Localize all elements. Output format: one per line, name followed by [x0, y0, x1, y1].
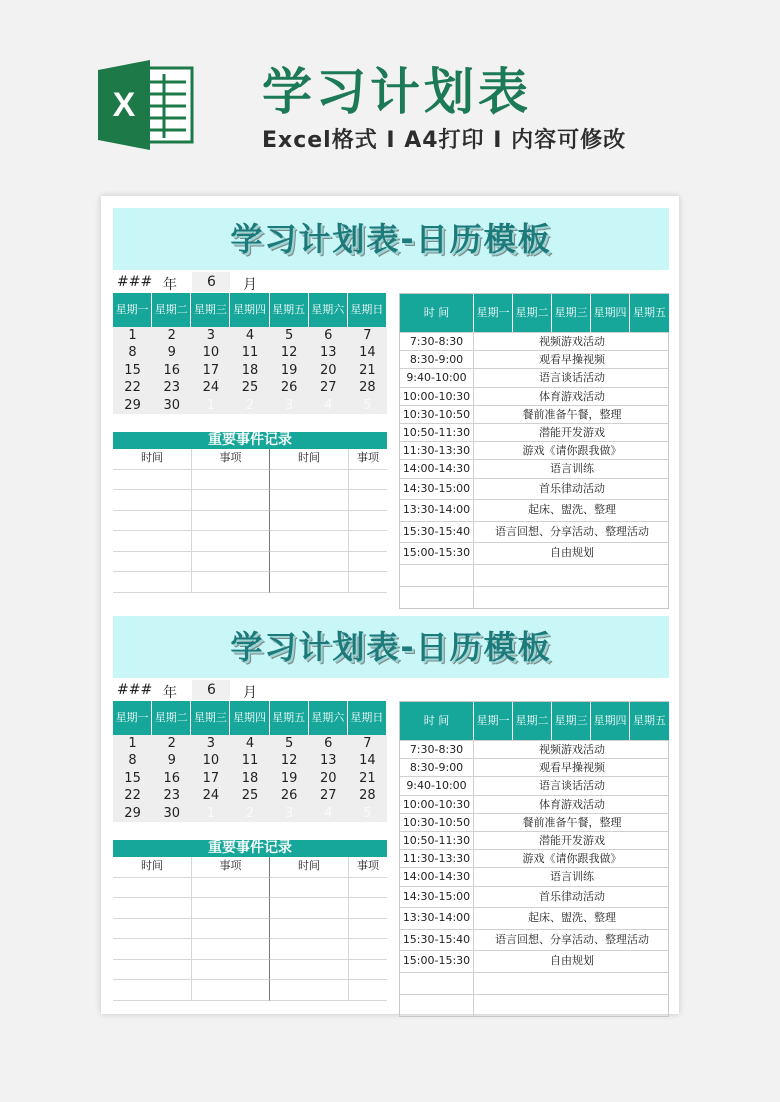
- schedule-row: [400, 849, 668, 867]
- calendar-day[interactable]: 14: [359, 345, 376, 361]
- calendar-day[interactable]: 3: [206, 328, 215, 343]
- schedule-header: [400, 702, 668, 740]
- weekday-header: 星期五: [270, 701, 309, 735]
- schedule-activity[interactable]: 观看早操视频: [539, 761, 605, 775]
- events-cell[interactable]: [270, 531, 349, 552]
- calendar-day[interactable]: 11: [241, 753, 259, 769]
- schedule-header-cell: 星期五: [630, 294, 670, 332]
- events-cell[interactable]: [192, 552, 270, 573]
- events-cell[interactable]: [270, 470, 349, 491]
- schedule-activity[interactable]: 语言训练: [550, 870, 594, 884]
- events-cell[interactable]: [349, 511, 387, 532]
- calendar-day[interactable]: 13: [320, 753, 337, 769]
- calendar-day[interactable]: 24: [202, 380, 220, 396]
- events-title: 重要事件记录: [113, 432, 387, 449]
- calendar-day[interactable]: 5: [284, 328, 294, 343]
- schedule-body: [400, 332, 668, 608]
- schedule-row: [400, 994, 668, 1016]
- events-header: 事项: [192, 449, 270, 470]
- events-cell[interactable]: [113, 572, 192, 593]
- calendar-day[interactable]: 5: [284, 736, 294, 751]
- calendar-day[interactable]: 30: [163, 397, 180, 413]
- events-cell[interactable]: [270, 939, 349, 960]
- schedule-header-cell: 星期一: [474, 702, 513, 740]
- events-cell[interactable]: [192, 572, 270, 593]
- calendar-week-row: [113, 752, 387, 769]
- schedule-time[interactable]: 10:30-10:50: [400, 814, 474, 831]
- calendar-day[interactable]: 7: [363, 736, 372, 751]
- month-label: 月: [243, 277, 257, 293]
- schedule-body: [400, 740, 668, 1016]
- schedule-activity[interactable]: 潜能开发游戏: [539, 425, 605, 439]
- weekday-header: 星期六: [309, 293, 348, 327]
- weekday-header: 星期二: [152, 701, 191, 735]
- events-cell[interactable]: [192, 490, 270, 511]
- calendar-day[interactable]: 25: [241, 788, 259, 804]
- events-header: 事项: [192, 857, 270, 878]
- calendar-day[interactable]: 27: [320, 788, 337, 804]
- year-label: 年: [163, 277, 177, 293]
- events-cell[interactable]: [270, 919, 349, 940]
- calendar-day[interactable]: 21: [359, 362, 376, 378]
- calendar-day[interactable]: 29: [124, 805, 141, 821]
- events-cell[interactable]: [113, 552, 192, 573]
- events-cell[interactable]: [349, 490, 387, 511]
- calendar-grid: [113, 293, 387, 414]
- schedule-row: [400, 813, 668, 831]
- weekday-header: 星期二: [152, 293, 191, 327]
- schedule-time[interactable]: 14:00-14:30: [400, 868, 474, 885]
- schedule-time[interactable]: 11:30-13:30: [400, 850, 474, 867]
- schedule-header-cell: 星期三: [552, 294, 591, 332]
- events-cell[interactable]: [270, 552, 349, 573]
- events-cell[interactable]: [113, 939, 192, 960]
- schedule-time[interactable]: 10:50-11:30: [400, 424, 474, 441]
- schedule-row: [400, 907, 668, 929]
- calendar-day[interactable]: 17: [202, 362, 220, 378]
- events-cell[interactable]: [349, 878, 387, 899]
- calendar-day[interactable]: 2: [167, 328, 176, 343]
- calendar-day[interactable]: 21: [359, 770, 376, 786]
- calendar-week-row: [113, 805, 387, 822]
- schedule-header-cell: 星期四: [591, 702, 630, 740]
- events-cell[interactable]: [113, 511, 192, 532]
- calendar-day[interactable]: 1: [128, 736, 137, 751]
- schedule-activity[interactable]: [474, 973, 670, 994]
- schedule-row: [400, 972, 668, 994]
- calendar-day[interactable]: 19: [280, 362, 298, 378]
- schedule-header-cell: 星期一: [474, 294, 513, 332]
- calendar-day[interactable]: 28: [359, 788, 376, 804]
- schedule-activity[interactable]: 自由规划: [550, 546, 594, 559]
- events-cell[interactable]: [349, 898, 387, 919]
- weekday-header: 星期六: [309, 701, 348, 735]
- month-value[interactable]: 6: [207, 682, 216, 698]
- events-cell[interactable]: [113, 878, 192, 899]
- schedule-activity[interactable]: 起床、盥洗、整理: [528, 503, 616, 516]
- schedule-time[interactable]: 13:30-14:00: [400, 500, 474, 521]
- year-month-row: [113, 680, 386, 700]
- events-cell[interactable]: [192, 960, 270, 981]
- events-cell[interactable]: [270, 572, 349, 593]
- schedule-activity[interactable]: [474, 995, 670, 1016]
- calendar-week-row: [113, 344, 387, 361]
- events-cell[interactable]: [270, 490, 349, 511]
- weekday-header: 星期三: [191, 701, 230, 735]
- schedule-activity[interactable]: 潜能开发游戏: [539, 833, 605, 847]
- calendar-week-row: [113, 770, 387, 787]
- schedule-row: [400, 929, 668, 951]
- calendar-day[interactable]: 8: [128, 753, 137, 769]
- page-subtitle: Excel格式 I A4打印 I 内容可修改: [262, 128, 627, 153]
- calendar-day[interactable]: 26: [280, 380, 298, 396]
- events-cell[interactable]: [349, 919, 387, 940]
- schedule-header-cell: 时 间: [400, 702, 474, 740]
- schedule-activity[interactable]: 视频游戏活动: [539, 335, 605, 348]
- schedule-activity[interactable]: 语言回想、分享活动、整理活动: [495, 524, 649, 538]
- calendar-day[interactable]: 10: [202, 753, 220, 769]
- schedule-time[interactable]: 10:30-10:50: [400, 406, 474, 423]
- events-title: 重要事件记录: [113, 840, 387, 857]
- schedule-activity[interactable]: 视频游戏活动: [539, 743, 605, 756]
- calendar-day[interactable]: 2: [167, 736, 176, 751]
- schedule-time[interactable]: [400, 565, 474, 586]
- calendar-day[interactable]: 30: [163, 805, 180, 821]
- events-header: 事项: [349, 449, 387, 470]
- events-cell[interactable]: [270, 878, 349, 899]
- events-cell[interactable]: [192, 878, 270, 899]
- schedule-time[interactable]: 10:00-10:30: [400, 388, 474, 405]
- calendar-day[interactable]: 5: [363, 397, 372, 413]
- calendar-header: [113, 293, 387, 327]
- schedule-time[interactable]: 15:30-15:40: [400, 522, 474, 543]
- weekday-header: 星期日: [348, 293, 387, 327]
- events-header: 事项: [349, 857, 387, 878]
- calendar-day[interactable]: 3: [284, 805, 294, 821]
- year-value[interactable]: ###: [117, 274, 153, 290]
- calendar-day[interactable]: 13: [320, 345, 337, 361]
- schedule-row: [400, 740, 668, 758]
- calendar-day[interactable]: 2: [245, 805, 255, 821]
- schedule-activity[interactable]: 餐前准备午餐，整理: [522, 815, 622, 829]
- events-cell[interactable]: [113, 531, 192, 552]
- calendar-day[interactable]: 17: [202, 770, 220, 786]
- calendar-day[interactable]: 12: [280, 345, 298, 361]
- schedule-row: [400, 499, 668, 521]
- calendar-day[interactable]: 18: [241, 362, 259, 378]
- calendar-day[interactable]: 24: [202, 788, 220, 804]
- schedule-time[interactable]: [400, 587, 474, 608]
- schedule-row: [400, 542, 668, 564]
- schedule-row: [400, 950, 668, 972]
- weekday-header: 星期三: [191, 293, 230, 327]
- schedule-row: [400, 867, 668, 885]
- events-cell[interactable]: [113, 898, 192, 919]
- schedule-time[interactable]: 14:30-15:00: [400, 887, 474, 908]
- calendar-day[interactable]: 9: [167, 345, 176, 361]
- calendar-day[interactable]: 4: [324, 397, 333, 413]
- weekday-header: 星期日: [348, 701, 387, 735]
- calendar-week-row: [113, 735, 387, 752]
- calendar-day[interactable]: 22: [124, 380, 141, 396]
- calendar-day[interactable]: 14: [359, 753, 376, 769]
- calendar-day[interactable]: 23: [163, 380, 180, 396]
- schedule-row: [400, 350, 668, 368]
- events-cell[interactable]: [192, 939, 270, 960]
- calendar-day[interactable]: 18: [241, 770, 259, 786]
- calendar-day[interactable]: 26: [280, 788, 298, 804]
- schedule-activity[interactable]: 语言回想、分享活动、整理活动: [495, 932, 649, 946]
- calendar-week-row: [113, 362, 387, 379]
- calendar-grid: [113, 701, 387, 822]
- top-banner: [0, 0, 780, 185]
- events-grid: [113, 857, 387, 1001]
- schedule-row: [400, 387, 668, 405]
- calendar-day[interactable]: 15: [124, 770, 141, 786]
- schedule-time[interactable]: 10:50-11:30: [400, 832, 474, 849]
- calendar-day[interactable]: 15: [124, 362, 141, 378]
- calendar-day[interactable]: 29: [124, 397, 141, 413]
- schedule-header: [400, 294, 668, 332]
- schedule-activity[interactable]: 语言谈话活动: [539, 371, 605, 385]
- weekday-header: 星期一: [113, 293, 152, 327]
- calendar-day[interactable]: 25: [241, 380, 259, 396]
- events-cell[interactable]: [349, 980, 387, 1001]
- calendar-day[interactable]: 3: [206, 736, 215, 751]
- schedule-activity[interactable]: [474, 587, 670, 608]
- calendar-day[interactable]: 1: [206, 805, 215, 821]
- schedule-row: [400, 521, 668, 543]
- events-cell[interactable]: [113, 490, 192, 511]
- events-cell[interactable]: [192, 470, 270, 491]
- month-value[interactable]: 6: [207, 274, 216, 290]
- calendar-day[interactable]: 5: [363, 805, 372, 821]
- schedule-activity[interactable]: 餐前准备午餐，整理: [522, 407, 622, 421]
- events-header: 时间: [113, 449, 192, 470]
- weekday-header: 星期四: [230, 293, 269, 327]
- calendar-day[interactable]: 12: [280, 753, 298, 769]
- events-table: [113, 840, 387, 1001]
- events-cell[interactable]: [113, 960, 192, 981]
- calendar-week-row: [113, 787, 387, 804]
- calendar-day[interactable]: 10: [202, 345, 220, 361]
- calendar-day[interactable]: 2: [245, 397, 255, 413]
- events-grid: [113, 449, 387, 593]
- calendar-day[interactable]: 9: [167, 753, 176, 769]
- events-cell[interactable]: [270, 898, 349, 919]
- schedule-row: [400, 441, 668, 459]
- month-label: 月: [243, 685, 257, 701]
- schedule-row: [400, 478, 668, 500]
- schedule-time[interactable]: 10:00-10:30: [400, 796, 474, 813]
- schedule-row: [400, 886, 668, 908]
- schedule-table: [399, 293, 669, 609]
- schedule-activity[interactable]: 语言谈话活动: [539, 779, 605, 793]
- schedule-activity[interactable]: [474, 565, 670, 586]
- schedule-time[interactable]: 15:30-15:40: [400, 930, 474, 951]
- events-cell[interactable]: [349, 572, 387, 593]
- calendar-week-row: [113, 327, 387, 344]
- calendar-week-row: [113, 379, 387, 396]
- events-header: 时间: [113, 857, 192, 878]
- schedule-activity[interactable]: 体育游戏活动: [539, 797, 605, 811]
- calendar-body: [113, 327, 387, 414]
- schedule-row: [400, 831, 668, 849]
- calendar-day[interactable]: 27: [320, 380, 337, 396]
- events-cell[interactable]: [192, 898, 270, 919]
- calendar-day[interactable]: 22: [124, 788, 141, 804]
- schedule-time[interactable]: 14:00-14:30: [400, 460, 474, 477]
- weekday-header: 星期一: [113, 701, 152, 735]
- calendar-day[interactable]: 3: [284, 397, 294, 413]
- events-header: 时间: [270, 857, 349, 878]
- events-header: 时间: [270, 449, 349, 470]
- calendar-day[interactable]: 4: [324, 805, 333, 821]
- schedule-row: [400, 795, 668, 813]
- events-cell[interactable]: [192, 511, 270, 532]
- schedule-row: [400, 776, 668, 794]
- schedule-header-cell: 时 间: [400, 294, 474, 332]
- schedule-header-cell: 星期二: [513, 702, 552, 740]
- events-cell[interactable]: [349, 939, 387, 960]
- schedule-row: [400, 586, 668, 608]
- schedule-activity[interactable]: 首乐律动活动: [539, 889, 605, 903]
- calendar-day[interactable]: 11: [241, 345, 259, 361]
- schedule-row: [400, 423, 668, 441]
- schedule-header-cell: 星期五: [630, 702, 670, 740]
- schedule-activity[interactable]: 观看早操视频: [539, 353, 605, 367]
- excel-logo-icon: [98, 60, 194, 150]
- events-cell[interactable]: [270, 980, 349, 1001]
- calendar-header: [113, 701, 387, 735]
- calendar-day[interactable]: 28: [359, 380, 376, 396]
- calendar-body: [113, 735, 387, 822]
- schedule-time[interactable]: 13:30-14:00: [400, 908, 474, 929]
- events-cell[interactable]: [270, 511, 349, 532]
- events-cell[interactable]: [192, 980, 270, 1001]
- calendar-day[interactable]: 16: [163, 362, 180, 378]
- events-cell[interactable]: [349, 960, 387, 981]
- events-table: [113, 432, 387, 593]
- weekday-header: 星期四: [230, 701, 269, 735]
- schedule-row: [400, 459, 668, 477]
- calendar-day[interactable]: 23: [163, 788, 180, 804]
- schedule-time[interactable]: 8:30-9:00: [400, 351, 474, 368]
- schedule-time[interactable]: 15:00-15:30: [400, 543, 474, 564]
- section-header-band: [113, 208, 669, 270]
- schedule-time[interactable]: 9:40-10:00: [400, 777, 474, 794]
- schedule-time[interactable]: 8:30-9:00: [400, 759, 474, 776]
- events-cell[interactable]: [270, 960, 349, 981]
- schedule-row: [400, 564, 668, 586]
- schedule-time[interactable]: [400, 995, 474, 1016]
- calendar-day[interactable]: 20: [320, 362, 337, 378]
- schedule-row: [400, 368, 668, 386]
- schedule-time[interactable]: 15:00-15:30: [400, 951, 474, 972]
- schedule-activity[interactable]: 起床、盥洗、整理: [528, 911, 616, 924]
- events-cell[interactable]: [192, 531, 270, 552]
- events-cell[interactable]: [349, 531, 387, 552]
- calendar-day[interactable]: 20: [320, 770, 337, 786]
- svg-text:X: X: [112, 86, 136, 124]
- schedule-table: [399, 701, 669, 1017]
- schedule-activity[interactable]: 游戏《请你跟我做》: [522, 852, 622, 866]
- calendar-day[interactable]: 8: [128, 345, 137, 361]
- schedule-time[interactable]: 9:40-10:00: [400, 369, 474, 386]
- schedule-activity[interactable]: 体育游戏活动: [539, 389, 605, 403]
- schedule-time[interactable]: [400, 973, 474, 994]
- calendar-week-row: [113, 397, 387, 414]
- schedule-header-cell: 星期二: [513, 294, 552, 332]
- schedule-time[interactable]: 7:30-8:30: [400, 333, 474, 350]
- schedule-row: [400, 405, 668, 423]
- schedule-activity[interactable]: 语言训练: [550, 462, 594, 476]
- section-title: 学习计划表-日历模板: [230, 628, 552, 666]
- schedule-time[interactable]: 14:30-15:00: [400, 479, 474, 500]
- schedule-header-cell: 星期四: [591, 294, 630, 332]
- events-cell[interactable]: [349, 552, 387, 573]
- calendar-day[interactable]: 1: [128, 328, 137, 343]
- calendar-day[interactable]: 1: [206, 397, 215, 413]
- events-cell[interactable]: [113, 980, 192, 1001]
- schedule-activity[interactable]: 游戏《请你跟我做》: [522, 444, 622, 458]
- schedule-row: [400, 332, 668, 350]
- schedule-time[interactable]: 11:30-13:30: [400, 442, 474, 459]
- section-header-band: [113, 616, 669, 678]
- schedule-activity[interactable]: 自由规划: [550, 954, 594, 967]
- calendar-day[interactable]: 4: [245, 736, 255, 751]
- year-month-row: [113, 272, 386, 292]
- schedule-time[interactable]: 7:30-8:30: [400, 741, 474, 758]
- calendar-day[interactable]: 4: [245, 328, 255, 343]
- section-title: 学习计划表-日历模板: [230, 220, 552, 258]
- calendar-day[interactable]: 6: [324, 328, 333, 343]
- schedule-activity[interactable]: 首乐律动活动: [539, 481, 605, 495]
- schedule-header-cell: 星期三: [552, 702, 591, 740]
- page-title: 学习计划表: [262, 63, 532, 121]
- schedule-row: [400, 758, 668, 776]
- events-cell[interactable]: [192, 919, 270, 940]
- events-cell[interactable]: [113, 470, 192, 491]
- year-label: 年: [163, 685, 177, 701]
- calendar-day[interactable]: 19: [280, 770, 298, 786]
- year-value[interactable]: ###: [117, 682, 153, 698]
- weekday-header: 星期五: [270, 293, 309, 327]
- events-cell[interactable]: [113, 919, 192, 940]
- spreadsheet-page: [101, 196, 679, 1014]
- calendar-day[interactable]: 7: [363, 328, 372, 343]
- events-cell[interactable]: [349, 470, 387, 491]
- calendar-day[interactable]: 16: [163, 770, 180, 786]
- calendar-day[interactable]: 6: [324, 736, 333, 751]
